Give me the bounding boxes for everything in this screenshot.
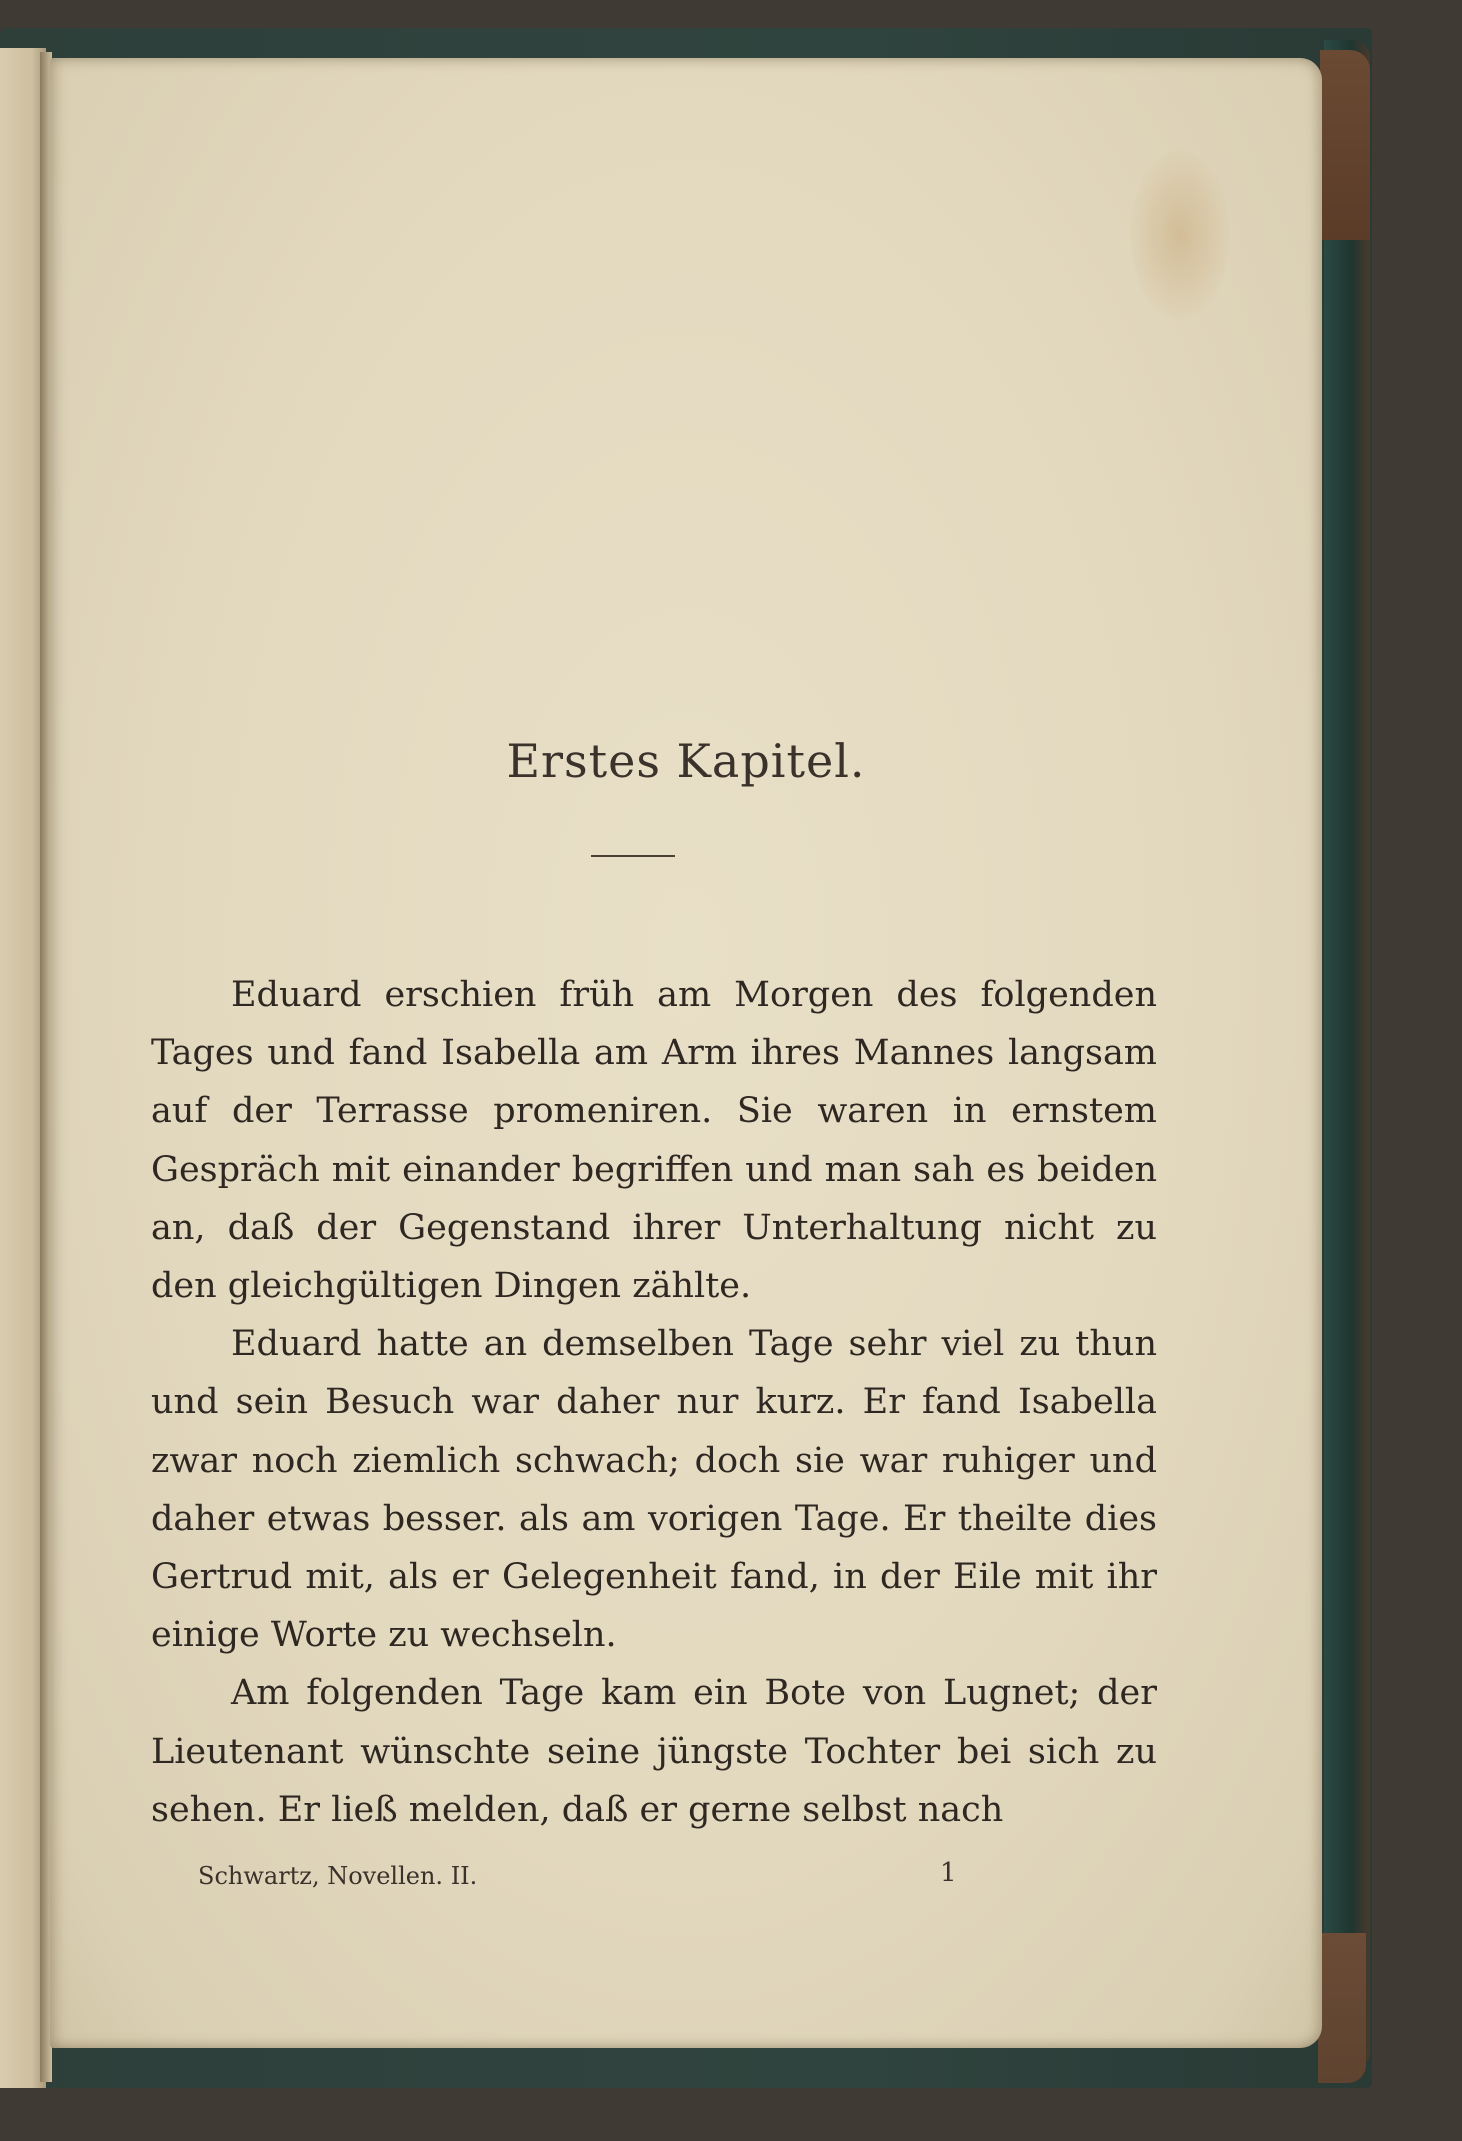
page-stain [1130,150,1230,320]
body-text [151,966,1157,1839]
cover-edge [1324,40,1370,2070]
paragraph: Eduard erschien früh am Morgen des folgenden Tages und fand Isabella am Arm ihres Mannes langsam auf der Terrasse promeniren. Sie waren in ernstem Gespräch mit einander begriffen und man sah es beiden an, daß der Gegenstand ihrer Unterhaltung nicht zu den gleichgültigen Dingen zählte. [151,975,1157,1307]
cover-corner-bottom [1318,1933,1366,2083]
title-divider [591,855,675,857]
paragraph: Eduard hatte an demselben Tage sehr viel zu thun und sein Besuch war daher nur kurz. Er fand Isabella zwar noch ziemlich schwach; doch sie war ruhiger und daher etwas besser. als am vorigen Tage. Er theilte dies Gertrud mit, als er Gelegenheit fand, in der Eile mit ihr einige Worte zu wechseln. [151,1324,1157,1656]
book-page [50,58,1322,2048]
cover-corner-top [1320,50,1370,240]
paragraph: Am folgenden Tage kam ein Bote von Lugnet; der Lieutenant wünschte seine jüngste Tochter bei sich zu sehen. Er ließ melden, daß er gerne selbst nach [151,1673,1157,1830]
sheet-number: 1 [940,1858,957,1888]
chapter-title: Erstes Kapitel. [506,734,866,788]
footer-signature: Schwartz, Novellen. II. [198,1862,478,1890]
